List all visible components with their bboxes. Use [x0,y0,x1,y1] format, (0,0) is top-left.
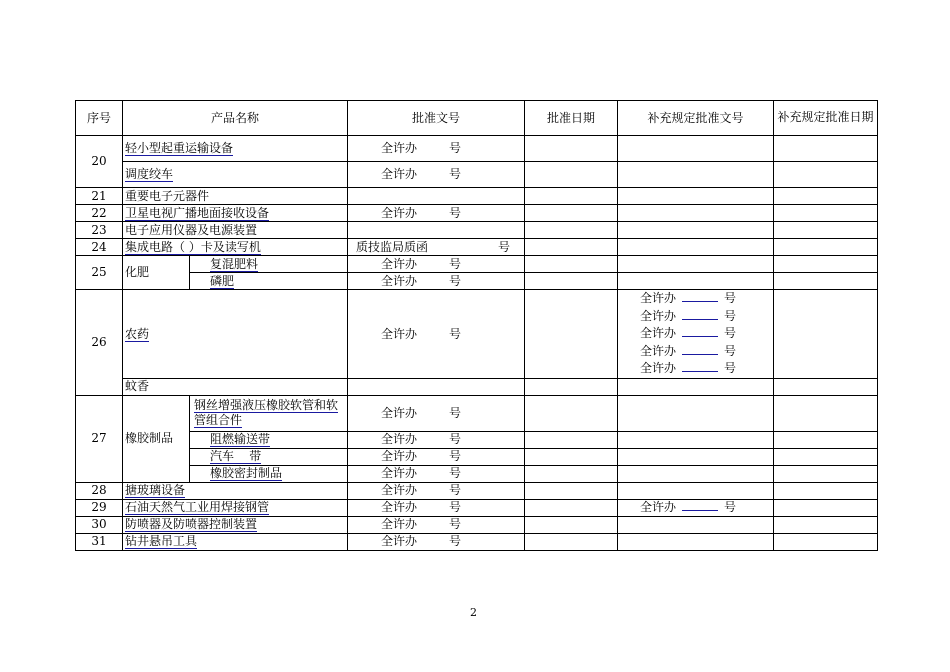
approval-number: 全许办 号 [348,162,525,188]
supplement-number [618,136,774,162]
product-name: 重要电子元器件 [123,188,348,205]
table-row [76,482,878,499]
approval-number: 全许办 号 [348,395,525,431]
page-number: 2 [470,606,477,619]
product-name: 搪玻璃设备 [123,482,348,499]
approval-number: 全许办 号 [348,448,525,465]
header-product-name: 产品名称 [123,101,348,136]
supplement-numbers: 全许办 号 [618,499,774,516]
header-supplement-number: 补充规定批准文号 [618,101,774,136]
row-number: 24 [76,239,123,256]
row-number: 20 [76,136,123,188]
supplement-date [774,136,878,162]
header-approval-date: 批准日期 [525,101,618,136]
approval-number: 全许办 号 [348,465,525,482]
header-row [76,101,878,136]
table-row [76,188,878,205]
product-name: 钻井悬吊工具 [123,533,348,550]
product-name: 农药 [123,290,348,379]
sub-product: 复混肥料 [190,256,348,273]
row-number: 30 [76,516,123,533]
header-serial: 序号 [76,101,123,136]
table-row [76,136,878,162]
approval-number: 全许办 号 [348,431,525,448]
approval-number: 全许办 号 [348,290,525,379]
row-number: 26 [76,290,123,396]
product-approval-table [75,100,878,551]
table-row [76,256,878,273]
row-number: 27 [76,395,123,482]
supplement-numbers: 全许办 号 全许办 号 全许办 号 全许办 号 全许办 号 [618,290,774,379]
product-name: 石油天然气工业用焊接钢管 [123,499,348,516]
sub-product: 阻燃输送带 [190,431,348,448]
table-row [76,378,878,395]
approval-date [525,136,618,162]
row-number: 31 [76,533,123,550]
row-number: 29 [76,499,123,516]
product-name: 调度绞车 [123,162,348,188]
approval-number: 全许办 号 [348,256,525,273]
approval-number: 全许办 号 [348,482,525,499]
approval-number: 质技监局质函 号 [348,239,525,256]
table-row [76,499,878,516]
sub-product: 橡胶密封制品 [190,465,348,482]
product-name: 防喷器及防喷器控制装置 [123,516,348,533]
product-name: 轻小型起重运输设备 [123,136,348,162]
row-number: 25 [76,256,123,290]
approval-number: 全许办 号 [348,533,525,550]
table-row [76,448,878,465]
table-row [76,290,878,379]
table-row [76,162,878,188]
table-row [76,395,878,431]
table-row [76,273,878,290]
sub-product: 钢丝增强液压橡胶软管和软管组合件 [190,395,348,431]
table-row [76,516,878,533]
approval-number: 全许办 号 [348,273,525,290]
table-row [76,205,878,222]
table-row [76,465,878,482]
product-name: 电子应用仪器及电源装置 [123,222,348,239]
row-number: 22 [76,205,123,222]
sub-product: 汽车 带 [190,448,348,465]
product-name: 集成电路（ ）卡及读写机 [123,239,348,256]
row-number: 21 [76,188,123,205]
sub-product: 磷肥 [190,273,348,290]
approval-number: 全许办 号 [348,205,525,222]
row-number: 28 [76,482,123,499]
product-category: 橡胶制品 [123,395,190,482]
row-number: 23 [76,222,123,239]
table-row [76,239,878,256]
approval-number: 全许办 号 [348,516,525,533]
product-name: 蚊香 [123,378,348,395]
header-approval-number: 批准文号 [348,101,525,136]
header-supplement-date: 补充规定批准日期 [774,101,878,136]
table-row [76,222,878,239]
approval-number: 全许办 号 [348,136,525,162]
approval-number: 全许办 号 [348,499,525,516]
table-row [76,533,878,550]
product-category: 化肥 [123,256,190,290]
table-row [76,431,878,448]
product-name: 卫星电视广播地面接收设备 [123,205,348,222]
